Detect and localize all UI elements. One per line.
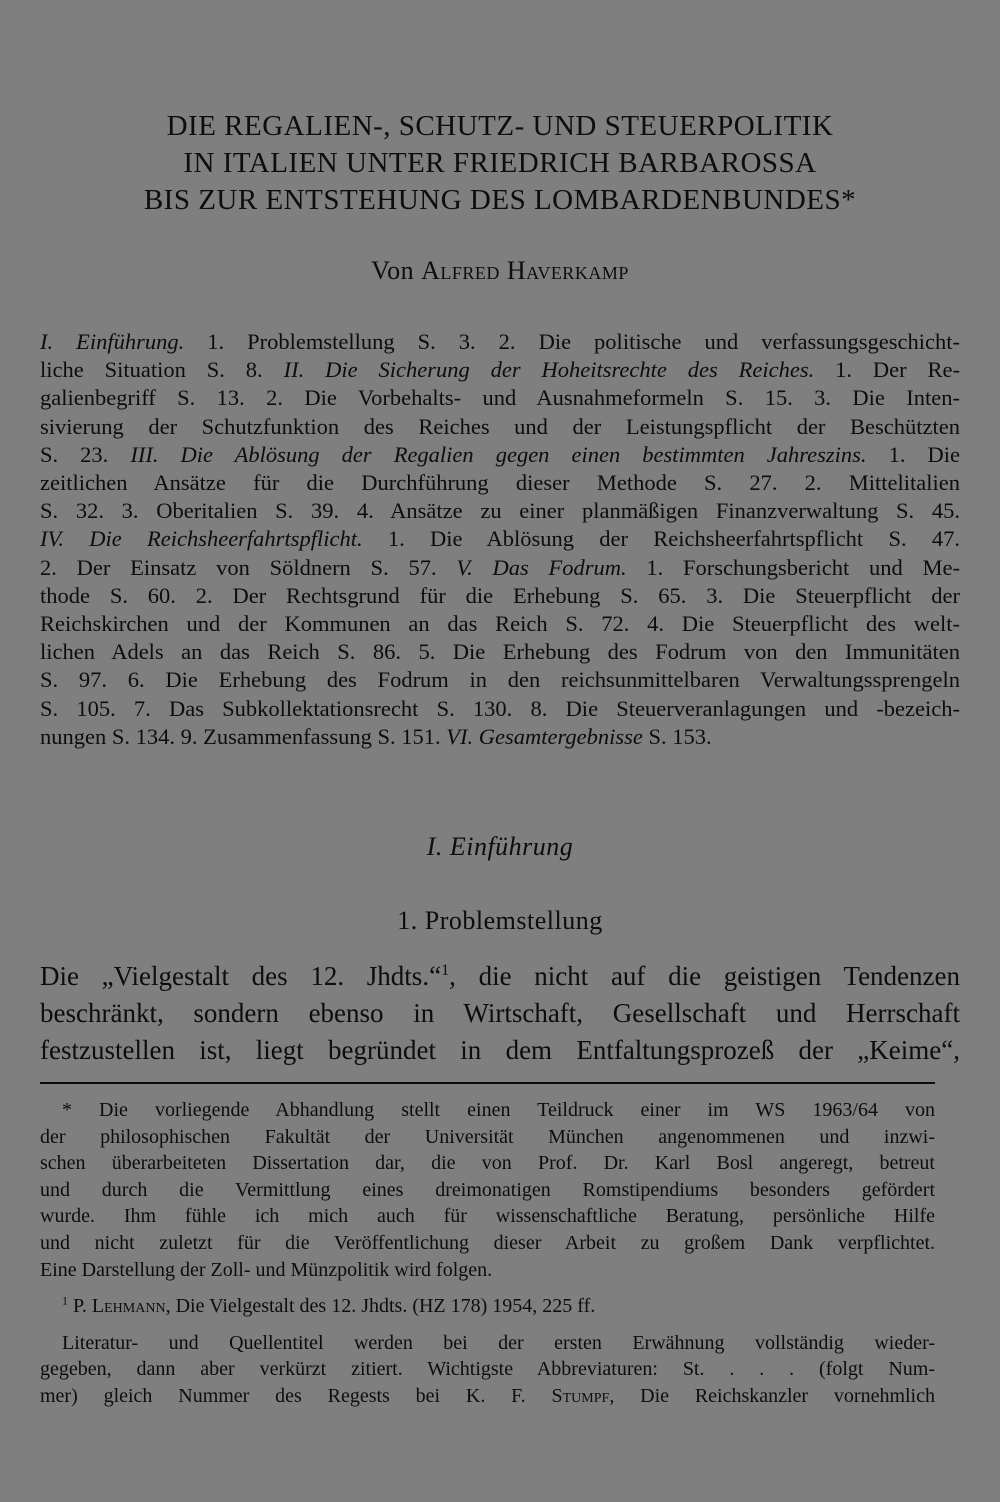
title-line-1: DIE REGALIEN-, SCHUTZ- UND STEUERPOLITIK <box>166 110 834 142</box>
article-title <box>60 108 940 219</box>
toc-line: I. Einführung. 1. Problemstellung S. 3. 2. Die politische und verfassungsgeschicht- <box>40 329 960 354</box>
footnotes <box>40 1097 935 1410</box>
toc-line: lichen Adels an das Reich S. 86. 5. Die Erhebung des Fodrum von den Immunitäten <box>40 639 960 665</box>
footnote-author: P. Lehmann <box>73 1295 166 1318</box>
toc-line: S. 97. 6. Die Erhebung des Fodrum in den reichsunmittelbaren Verwaltungssprengeln <box>40 667 960 693</box>
footnote-line: wurde. Ihm fühle ich mich auch für wissenschaftliche Beratung, persönliche Hilfe <box>40 1205 935 1228</box>
title-line-3: BIS ZUR ENTSTEHUNG DES LOMBARDENBUNDES* <box>143 184 857 216</box>
body-text <box>40 958 960 1069</box>
footnote-1: $^1$ P. Lehmann, Die Vielgestalt des 12. Jhdts. (HZ 178) 1954, 225 ff. <box>62 1293 596 1318</box>
author-line <box>0 256 1000 286</box>
toc-line: thode S. 60. 2. Der Rechtsgrund für die Erhebung S. 65. 3. Die Steuerpflicht der <box>40 582 960 608</box>
body-line: beschränkt, sondern ebenso in Wirtschaft, Gesellschaft und Herrschaft <box>40 998 960 1028</box>
footnote-line: schen überarbeiteten Dissertation dar, die von Prof. Dr. Karl Bosl angeregt, betreut <box>40 1152 935 1175</box>
author-name: Alfred Haverkamp <box>421 256 629 285</box>
toc-line: IV. Die Reichsheerfahrtspflicht. 1. Die Ablösung der Reichsheerfahrtspflicht S. 47. <box>40 526 960 552</box>
footnote-line: Eine Darstellung der Zoll- und Münzpolitik wird folgen. <box>40 1258 493 1281</box>
toc-heading: V. Das Fodrum. <box>456 554 627 580</box>
body-line: Die „Vielgestalt des 12. Jhdts.“$^1$, die nicht auf die geistigen Tendenzen <box>40 961 960 991</box>
toc-line: zeitlichen Ansätze für die Durchführung dieser Methode S. 27. 2. Mittelitalien <box>40 470 960 496</box>
table-of-contents <box>40 328 960 751</box>
toc-line: liche Situation S. 8. II. Die Sicherung der Hoheitsrechte des Reiches. 1. Der Re- <box>40 357 960 383</box>
toc-heading: IV. Die Reichsheerfahrtspflicht. <box>40 526 363 552</box>
title-line-2: IN ITALIEN UNTER FRIEDRICH BARBAROSSA <box>183 147 817 179</box>
footnote-line: mer) gleich Nummer des Regests bei K. F. Stumpf, Die Reichskanzler vornehmlich <box>40 1384 935 1407</box>
footnote-line: Literatur- und Quellentitel werden bei der ersten Erwähnung vollständig wieder- <box>62 1331 935 1354</box>
toc-line: S. 32. 3. Oberitalien S. 39. 4. Ansätze zu einer planmäßigen Finanzverwaltung S. 45. <box>40 498 960 524</box>
footnote-divider <box>40 1082 935 1084</box>
footnote-line: der philosophischen Fakultät der Universität München angenommenen und inzwi- <box>40 1125 935 1148</box>
section-heading: I. Einführung <box>426 832 574 861</box>
body-line: festzustellen ist, liegt begründet in dem Entfaltungsprozeß der „Keime“, <box>40 1035 960 1065</box>
toc-heading: I. Einführung. <box>40 329 185 354</box>
toc-line: Reichskirchen und der Kommunen an das Reich S. 72. 4. Die Steuerpflicht des welt- <box>40 611 960 637</box>
toc-line: S. 105. 7. Das Subkollektationsrecht S. 130. 8. Die Steuerveranlagungen und -bezeich- <box>40 695 960 721</box>
toc-line: sivierung der Schutzfunktion des Reiches und der Leistungspflicht der Beschützten <box>40 413 960 439</box>
toc-line: 2. Der Einsatz von Söldnern S. 57. V. Das Fodrum. 1. Forschungsbericht und Me- <box>40 554 960 580</box>
footnote-line: * Die vorliegende Abhandlung stellt einen Teildruck einer im WS 1963/64 von <box>62 1099 935 1121</box>
footnote-mark: 1 <box>62 1293 68 1308</box>
footnote-line: gegeben, dann aber verkürzt zitiert. Wichtigste Abbreviaturen: St. . . . (folgt Num- <box>40 1358 935 1381</box>
footnote-ref: 1 <box>441 961 450 979</box>
footnote-line: und durch die Vermittlung eines dreimonatigen Romstipendiums besonders gefördert <box>40 1178 935 1201</box>
toc-line: S. 23. III. Die Ablösung der Regalien gegen einen bestimmten Jahreszins. 1. Die <box>40 441 960 467</box>
toc-heading: VI. Gesamtergebnisse <box>446 723 643 749</box>
footnote-line: und nicht zuletzt für die Veröffentlichung dieser Arbeit zu großem Dank verpflichtet. <box>40 1231 935 1254</box>
toc-heading: II. Die Sicherung der Hoheitsrechte des Reiches. <box>283 357 815 383</box>
subsection-heading: 1. Problemstellung <box>397 906 603 935</box>
toc-line: galienbegriff S. 13. 2. Die Vorbehalts- und Ausnahmeformeln S. 15. 3. Die Inten- <box>40 385 960 411</box>
toc-heading: III. Die Ablösung der Regalien gegen einen bestimmten Jahreszins. <box>130 441 867 467</box>
toc-line: nungen S. 134. 9. Zusammenfassung S. 151. VI. Gesamtergebnisse S. 153. <box>40 723 712 749</box>
author-prefix: Von <box>371 256 415 285</box>
